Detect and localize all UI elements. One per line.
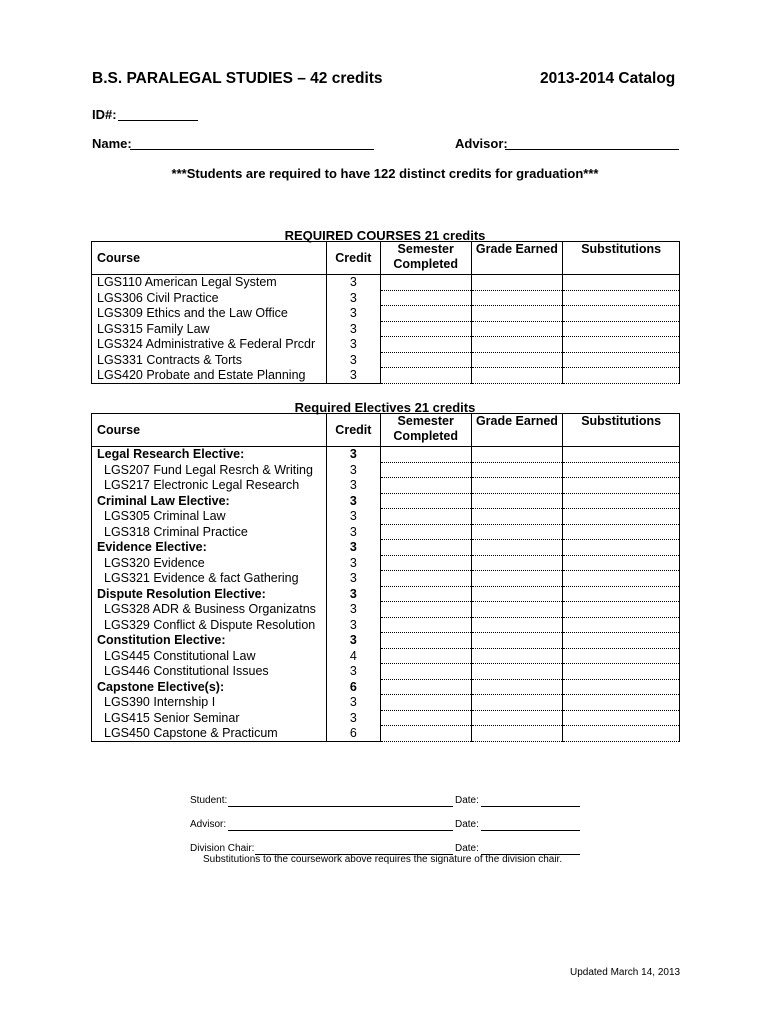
semester-completed-cell[interactable] — [380, 509, 471, 525]
course-credit: 3 — [326, 447, 380, 463]
elective-group-row — [92, 447, 680, 463]
id-field[interactable] — [118, 120, 198, 121]
table-row — [92, 478, 680, 494]
table-row — [92, 602, 680, 618]
semester-completed-cell[interactable] — [380, 478, 471, 494]
course-credit: 3 — [326, 509, 380, 525]
course-credit: 3 — [326, 478, 380, 494]
course-credit: 3 — [326, 695, 380, 711]
grade-earned-cell[interactable] — [471, 555, 563, 571]
table-row — [92, 290, 680, 306]
semester-completed-cell[interactable] — [380, 695, 471, 711]
substitutions-cell[interactable] — [563, 633, 680, 649]
course-name: LGS207 Fund Legal Resrch & Writing — [92, 462, 327, 478]
course-credit: 3 — [326, 540, 380, 556]
course-name: LGS320 Evidence — [92, 555, 327, 571]
semester-completed-cell[interactable] — [380, 275, 471, 291]
table-row — [92, 462, 680, 478]
col-semester-header: Semester Completed — [380, 242, 471, 275]
substitutions-cell[interactable] — [563, 478, 680, 494]
substitutions-cell[interactable] — [563, 586, 680, 602]
col-substitutions-header: Substitutions — [563, 414, 680, 447]
course-credit: 3 — [326, 352, 380, 368]
table-header-row — [92, 414, 680, 447]
col-credit-header: Credit — [326, 414, 380, 447]
col-credit-header: Credit — [326, 242, 380, 275]
grade-earned-cell[interactable] — [471, 509, 563, 525]
semester-completed-cell[interactable] — [380, 447, 471, 463]
course-name: LGS324 Administrative & Federal Prcdr — [92, 337, 327, 353]
course-name: Evidence Elective: — [92, 540, 327, 556]
name-field[interactable] — [130, 149, 374, 150]
course-name: LGS110 American Legal System — [92, 275, 327, 291]
semester-completed-cell[interactable] — [380, 726, 471, 742]
semester-completed-cell[interactable] — [380, 462, 471, 478]
col-semester-header: Semester Completed — [380, 414, 471, 447]
course-name: Criminal Law Elective: — [92, 493, 327, 509]
grade-earned-cell[interactable] — [471, 648, 563, 664]
substitutions-cell[interactable] — [563, 352, 680, 368]
table-row — [92, 352, 680, 368]
course-name: LGS318 Criminal Practice — [92, 524, 327, 540]
semester-completed-cell[interactable] — [380, 352, 471, 368]
course-credit: 3 — [326, 602, 380, 618]
table-row — [92, 695, 680, 711]
course-credit: 3 — [326, 710, 380, 726]
grade-earned-cell[interactable] — [471, 679, 563, 695]
course-credit: 3 — [326, 275, 380, 291]
semester-completed-cell[interactable] — [380, 306, 471, 322]
course-name: LGS415 Senior Seminar — [92, 710, 327, 726]
course-name: LGS315 Family Law — [92, 321, 327, 337]
program-title: B.S. PARALEGAL STUDIES – 42 credits — [92, 70, 383, 87]
course-credit: 3 — [326, 290, 380, 306]
chair-date-label: Date: — [455, 843, 479, 854]
grade-earned-cell[interactable] — [471, 726, 563, 742]
grade-earned-cell[interactable] — [471, 664, 563, 680]
grade-earned-cell[interactable] — [471, 275, 563, 291]
course-credit: 4 — [326, 648, 380, 664]
course-name: LGS420 Probate and Estate Planning — [92, 368, 327, 384]
advisor-date-line[interactable] — [481, 830, 580, 831]
student-sign-line[interactable] — [228, 806, 453, 807]
col-grade-header: Grade Earned — [471, 242, 563, 275]
table-row — [92, 524, 680, 540]
course-name: LGS328 ADR & Business Organizatns — [92, 602, 327, 618]
semester-completed-cell[interactable] — [380, 290, 471, 306]
grade-earned-cell[interactable] — [471, 540, 563, 556]
semester-completed-cell[interactable] — [380, 524, 471, 540]
grade-earned-cell[interactable] — [471, 493, 563, 509]
table-row — [92, 710, 680, 726]
table-row — [92, 306, 680, 322]
table-row — [92, 571, 680, 587]
substitutions-cell[interactable] — [563, 602, 680, 618]
required-caption: REQUIRED COURSES 21 credits — [284, 228, 486, 243]
col-course-header: Course — [92, 242, 327, 275]
course-name: LGS390 Internship I — [92, 695, 327, 711]
semester-completed-cell[interactable] — [380, 493, 471, 509]
substitutions-cell[interactable] — [563, 321, 680, 337]
semester-completed-cell[interactable] — [380, 586, 471, 602]
table-row — [92, 617, 680, 633]
grade-earned-cell[interactable] — [471, 478, 563, 494]
course-credit: 3 — [326, 321, 380, 337]
substitutions-cell[interactable] — [563, 493, 680, 509]
course-credit: 3 — [326, 555, 380, 571]
course-name: LGS306 Civil Practice — [92, 290, 327, 306]
grade-earned-cell[interactable] — [471, 617, 563, 633]
substitutions-cell[interactable] — [563, 462, 680, 478]
table-row — [92, 648, 680, 664]
substitutions-cell[interactable] — [563, 290, 680, 306]
course-name: LGS445 Constitutional Law — [92, 648, 327, 664]
course-name: LGS321 Evidence & fact Gathering — [92, 571, 327, 587]
grade-earned-cell[interactable] — [471, 602, 563, 618]
electives-table — [91, 413, 680, 742]
grade-earned-cell[interactable] — [471, 290, 563, 306]
advisor-sign-line[interactable] — [228, 830, 453, 831]
col-grade-header: Grade Earned — [471, 414, 563, 447]
elective-group-row — [92, 633, 680, 649]
course-credit: 3 — [326, 337, 380, 353]
substitutions-cell[interactable] — [563, 617, 680, 633]
course-credit: 3 — [326, 462, 380, 478]
course-credit: 3 — [326, 493, 380, 509]
student-sign-label: Student: — [190, 795, 228, 806]
grade-earned-cell[interactable] — [471, 352, 563, 368]
table-row — [92, 337, 680, 353]
course-credit: 6 — [326, 726, 380, 742]
course-name: LGS329 Conflict & Dispute Resolution — [92, 617, 327, 633]
chair-sign-label: Division Chair: — [190, 843, 255, 854]
advisor-date-label: Date: — [455, 819, 479, 830]
substitutions-cell[interactable] — [563, 664, 680, 680]
grade-earned-cell[interactable] — [471, 337, 563, 353]
course-credit: 6 — [326, 679, 380, 695]
course-credit: 3 — [326, 586, 380, 602]
substitutions-cell[interactable] — [563, 726, 680, 742]
table-row — [92, 509, 680, 525]
course-name: LGS450 Capstone & Practicum — [92, 726, 327, 742]
table-header-row — [92, 242, 680, 275]
grade-earned-cell[interactable] — [471, 368, 563, 384]
semester-completed-cell[interactable] — [380, 555, 471, 571]
course-credit: 3 — [326, 633, 380, 649]
substitution-note: Substitutions to the coursework above requires the signature of the division chair. — [203, 854, 563, 865]
elective-group-row — [92, 679, 680, 695]
grade-earned-cell[interactable] — [471, 695, 563, 711]
table-row — [92, 275, 680, 291]
course-name: Legal Research Elective: — [92, 447, 327, 463]
grade-earned-cell[interactable] — [471, 524, 563, 540]
course-credit: 3 — [326, 664, 380, 680]
advisor-field[interactable] — [505, 149, 679, 150]
substitutions-cell[interactable] — [563, 509, 680, 525]
substitutions-cell[interactable] — [563, 571, 680, 587]
electives-caption: Required Electives 21 credits — [294, 400, 476, 415]
course-name: Capstone Elective(s): — [92, 679, 327, 695]
semester-completed-cell[interactable] — [380, 337, 471, 353]
table-row — [92, 555, 680, 571]
semester-completed-cell[interactable] — [380, 633, 471, 649]
col-course-header: Course — [92, 414, 327, 447]
substitutions-cell[interactable] — [563, 368, 680, 384]
substitutions-cell[interactable] — [563, 555, 680, 571]
table-row — [92, 368, 680, 384]
semester-completed-cell[interactable] — [380, 571, 471, 587]
course-credit: 3 — [326, 617, 380, 633]
course-name: LGS217 Electronic Legal Research — [92, 478, 327, 494]
elective-group-row — [92, 493, 680, 509]
grade-earned-cell[interactable] — [471, 447, 563, 463]
semester-completed-cell[interactable] — [380, 321, 471, 337]
grade-earned-cell[interactable] — [471, 710, 563, 726]
course-name: LGS305 Criminal Law — [92, 509, 327, 525]
student-date-line[interactable] — [481, 806, 580, 807]
semester-completed-cell[interactable] — [380, 540, 471, 556]
elective-group-row — [92, 586, 680, 602]
semester-completed-cell[interactable] — [380, 664, 471, 680]
substitutions-cell[interactable] — [563, 648, 680, 664]
substitutions-cell[interactable] — [563, 679, 680, 695]
substitutions-cell[interactable] — [563, 306, 680, 322]
course-credit: 3 — [326, 306, 380, 322]
advisor-sign-label: Advisor: — [190, 819, 227, 830]
advisor-label: Advisor: — [455, 136, 508, 151]
col-substitutions-header: Substitutions — [563, 242, 680, 275]
semester-completed-cell[interactable] — [380, 648, 471, 664]
updated-date: Updated March 14, 2013 — [570, 967, 681, 978]
table-row — [92, 321, 680, 337]
table-row — [92, 664, 680, 680]
semester-completed-cell[interactable] — [380, 710, 471, 726]
substitutions-cell[interactable] — [563, 447, 680, 463]
semester-completed-cell[interactable] — [380, 368, 471, 384]
substitutions-cell[interactable] — [563, 695, 680, 711]
course-name: LGS331 Contracts & Torts — [92, 352, 327, 368]
course-name: Dispute Resolution Elective: — [92, 586, 327, 602]
course-credit: 3 — [326, 524, 380, 540]
grade-earned-cell[interactable] — [471, 306, 563, 322]
table-row — [92, 726, 680, 742]
substitutions-cell[interactable] — [563, 275, 680, 291]
grade-earned-cell[interactable] — [471, 633, 563, 649]
substitutions-cell[interactable] — [563, 337, 680, 353]
required-courses-table — [91, 241, 680, 384]
id-label: ID#: — [92, 107, 117, 122]
grade-earned-cell[interactable] — [471, 571, 563, 587]
name-label: Name: — [92, 136, 132, 151]
semester-completed-cell[interactable] — [380, 679, 471, 695]
course-name: LGS446 Constitutional Issues — [92, 664, 327, 680]
elective-group-row — [92, 540, 680, 556]
substitutions-cell[interactable] — [563, 524, 680, 540]
grade-earned-cell[interactable] — [471, 586, 563, 602]
course-name: LGS309 Ethics and the Law Office — [92, 306, 327, 322]
substitutions-cell[interactable] — [563, 710, 680, 726]
grade-earned-cell[interactable] — [471, 462, 563, 478]
substitutions-cell[interactable] — [563, 540, 680, 556]
course-credit: 3 — [326, 571, 380, 587]
catalog-year: 2013-2014 Catalog — [540, 70, 676, 87]
credit-notice: ***Students are required to have 122 distinct credits for graduation*** — [171, 166, 599, 181]
course-name: Constitution Elective: — [92, 633, 327, 649]
semester-completed-cell[interactable] — [380, 602, 471, 618]
grade-earned-cell[interactable] — [471, 321, 563, 337]
semester-completed-cell[interactable] — [380, 617, 471, 633]
course-credit: 3 — [326, 368, 380, 384]
student-date-label: Date: — [455, 795, 479, 806]
